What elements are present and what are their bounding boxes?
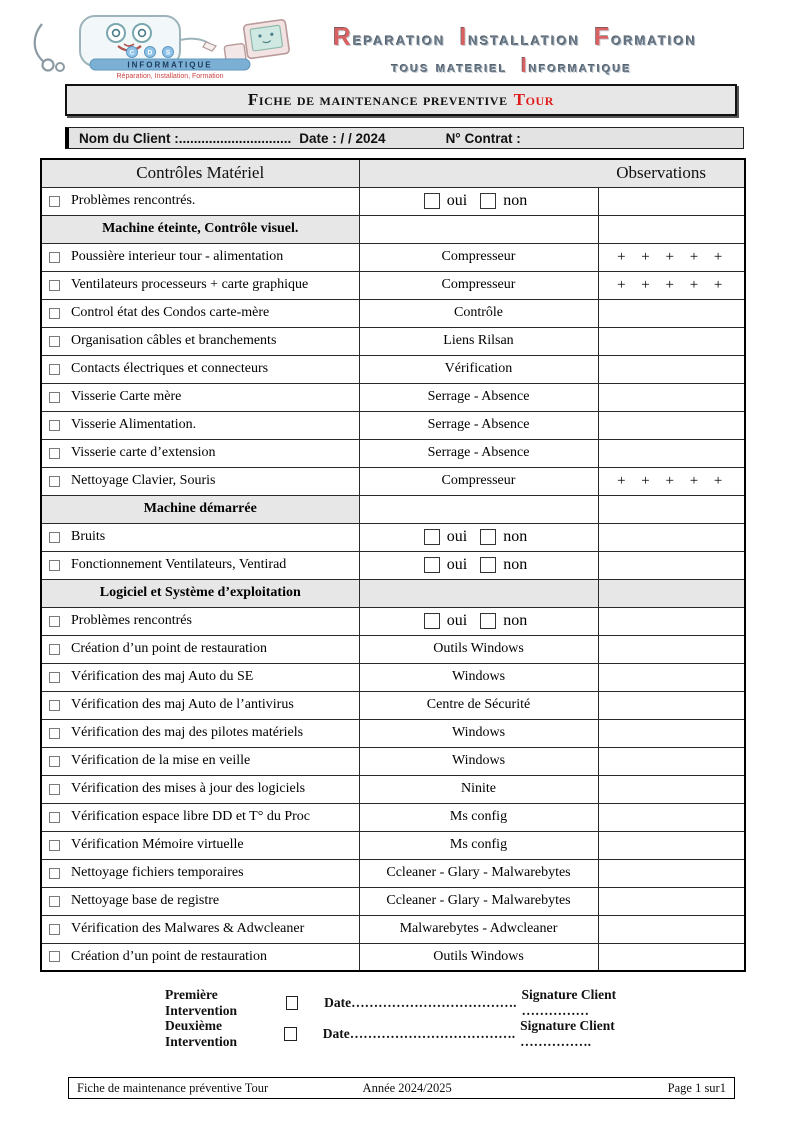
section-row [41,215,745,243]
item-checkbox[interactable] [49,532,60,543]
item-label: Vérification des maj des pilotes matériels [71,725,304,740]
item-checkbox[interactable] [49,672,60,683]
method-cell: Ninite [359,775,598,803]
logo-cds-initials [127,47,174,58]
second-intervention-checkbox[interactable] [284,1027,296,1041]
no-label: non [503,192,528,209]
item-label: Problèmes rencontrés [71,613,192,628]
logo-ribbon-text: INFORMATIQUE [127,60,213,70]
method-cell: Malwarebytes - Adwcleaner [359,915,598,943]
empty-cell [359,579,598,607]
logo-initial-s: S [165,49,171,57]
yes-no-group [360,192,598,210]
item-checkbox[interactable] [49,392,60,403]
yes-label: oui [446,556,468,573]
item-checkbox[interactable] [49,364,60,375]
no-checkbox[interactable] [480,557,496,573]
yes-no-group [360,612,598,630]
brand-word: Installation [459,24,581,51]
method-cell: Windows [359,747,598,775]
yes-checkbox[interactable] [424,557,440,573]
first-intervention-signature-line: Signature Client …………… [521,987,617,1018]
observation-cell [598,915,745,943]
observation-cell [598,887,745,915]
item-checkbox[interactable] [49,868,60,879]
item-checkbox[interactable] [49,951,60,962]
logo-mascot-icon [28,12,293,82]
observation-cell [598,383,745,411]
logo-initial-c: C [129,49,135,57]
observation-cell: + + + + + [598,243,745,271]
client-name-label: Nom du Client :.............................. [79,130,292,146]
method-cell: Outils Windows [359,943,598,971]
brand-word: Reparation [332,24,446,51]
second-intervention-row [165,1018,665,1049]
checklist-row [41,299,745,327]
method-cell: Compresseur [359,271,598,299]
checklist-row [41,439,745,467]
company-logo [28,12,293,82]
yes-no-group [360,528,598,546]
brand-word: Informatique [520,54,632,77]
item-checkbox[interactable] [49,756,60,767]
no-label: non [503,556,528,573]
item-label: Control état des Condos carte-mère [71,305,270,320]
method-cell: Ms config [359,803,598,831]
observation-cell [598,327,745,355]
yes-checkbox[interactable] [424,613,440,629]
column-header-controls: Contrôles Matériel [41,159,359,187]
document-title [65,84,737,116]
empty-cell [598,579,745,607]
checklist-row [41,411,745,439]
checklist-row [41,187,745,215]
table-header-row [41,159,745,187]
item-label: Vérification des Malwares & Adwcleaner [71,921,305,936]
item-checkbox[interactable] [49,924,60,935]
second-intervention-signature-line: Signature Client ……………. [520,1018,615,1049]
item-checkbox[interactable] [49,616,60,627]
observation-cell [598,775,745,803]
item-label: Création d’un point de restauration [71,641,267,656]
item-checkbox[interactable] [49,644,60,655]
footer-document-name: Fiche de maintenance préventive Tour [77,1080,269,1095]
maintenance-checklist-table [40,158,746,972]
logo-initial-d: D [147,49,153,57]
item-checkbox[interactable] [49,420,60,431]
observation-cell [598,523,745,551]
method-cell: Vérification [359,355,598,383]
item-checkbox[interactable] [49,840,60,851]
method-cell: Outils Windows [359,635,598,663]
document-title-text: Fiche de maintenance preventive [247,90,508,109]
section-title: Machine démarrée [41,495,359,523]
observation-cell [598,355,745,383]
checklist-row [41,383,745,411]
item-label: Visserie Alimentation. [71,417,197,432]
brand-line2-prefix: tous materiel [391,59,514,76]
column-header-observations: Observations [359,159,745,187]
checklist-row [41,719,745,747]
checklist-row [41,691,745,719]
section-title: Machine éteinte, Contrôle visuel. [41,215,359,243]
empty-cell [598,215,745,243]
document-title-highlight: Tour [513,90,555,109]
observation-cell: + + + + + [598,271,745,299]
yes-checkbox[interactable] [424,193,440,209]
method-cell: Contrôle [359,299,598,327]
brand-line-2 [305,54,725,78]
checklist-row [41,803,745,831]
method-cell: Serrage - Absence [359,439,598,467]
item-checkbox[interactable] [49,196,60,207]
section-title: Logiciel et Système d’exploitation [41,579,359,607]
item-checkbox[interactable] [49,728,60,739]
item-label: Vérification de la mise en veille [71,753,251,768]
second-intervention-date-line: Date………………………………. [322,1026,516,1041]
method-cell: Liens Rilsan [359,327,598,355]
client-info-bar [65,127,744,149]
method-cell: Compresseur [359,467,598,495]
item-checkbox[interactable] [49,700,60,711]
method-cell: Centre de Sécurité [359,691,598,719]
observation-cell [598,831,745,859]
item-label: Nettoyage Clavier, Souris [71,473,216,488]
checklist-row [41,915,745,943]
second-intervention-label: Deuxième Intervention [165,1018,237,1049]
no-checkbox[interactable] [480,193,496,209]
item-label: Création d’un point de restauration [71,948,267,964]
method-cell: Serrage - Absence [359,383,598,411]
item-label: Visserie carte d’extension [71,445,216,460]
method-cell: Windows [359,719,598,747]
no-label: non [503,612,528,629]
item-checkbox[interactable] [49,896,60,907]
no-checkbox[interactable] [480,613,496,629]
checklist-row [41,355,745,383]
checklist-row [41,271,745,299]
item-label: Vérification des mises à jour des logiciels [71,781,306,796]
observation-cell [598,299,745,327]
first-intervention-label: Première Intervention [165,987,237,1018]
yes-label: oui [446,528,468,545]
observation-cell [598,663,745,691]
method-cell: Windows [359,663,598,691]
method-cell: Compresseur [359,243,598,271]
yes-label: oui [446,612,468,629]
method-cell: Serrage - Absence [359,411,598,439]
empty-cell [359,495,598,523]
checklist-row [41,775,745,803]
brand-word: Formation [594,24,698,51]
item-label: Nettoyage base de registre [71,893,220,908]
observation-cell [598,187,745,215]
yes-checkbox[interactable] [424,529,440,545]
item-checkbox[interactable] [49,280,60,291]
observation-cell: + + + + + [598,467,745,495]
item-label: Vérification des maj Auto de l’antivirus [71,697,294,712]
item-label: Bruits [71,529,106,544]
first-intervention-row [165,987,665,1018]
item-label: Poussière interieur tour - alimentation [71,249,284,264]
observation-cell [598,439,745,467]
first-intervention-checkbox[interactable] [286,996,298,1010]
method-cell: Ms config [359,831,598,859]
brand-title [305,24,725,78]
checklist-row [41,635,745,663]
first-intervention-date-line: Date………………………………. [324,995,517,1010]
observation-cell [598,635,745,663]
page-footer [68,1077,735,1099]
item-label: Contacts électriques et connecteurs [71,361,269,376]
checklist-row [41,243,745,271]
item-checkbox[interactable] [49,476,60,487]
contract-number-label: N° Contrat : [445,130,521,146]
item-label: Nettoyage fichiers temporaires [71,865,244,880]
checklist-row [41,327,745,355]
date-label: Date : / / 2024 [299,130,386,146]
observation-cell [598,551,745,579]
section-row [41,495,745,523]
yes-no-group [360,556,598,574]
no-checkbox[interactable] [480,529,496,545]
method-cell: Ccleaner - Glary - Malwarebytes [359,859,598,887]
item-label: Fonctionnement Ventilateurs, Ventirad [71,557,287,572]
observation-cell [598,859,745,887]
item-checkbox[interactable] [49,560,60,571]
logo-tagline: Réparation, Installation, Formation [116,73,224,80]
checklist-row [41,663,745,691]
item-label: Ventilateurs processeurs + carte graphique [71,277,309,292]
checklist-row [41,887,745,915]
yes-label: oui [446,192,468,209]
item-label: Organisation câbles et branchements [71,333,277,348]
section-row [41,579,745,607]
observation-cell [598,411,745,439]
checklist-row [41,523,745,551]
empty-cell [598,495,745,523]
observation-cell [598,719,745,747]
checklist-row [41,831,745,859]
checklist-row [41,943,745,971]
empty-cell [359,215,598,243]
observation-cell [598,943,745,971]
item-label: Vérification des maj Auto du SE [71,669,254,684]
checklist-row [41,859,745,887]
checklist-row [41,551,745,579]
brand-line-1 [305,24,725,52]
footer-page-number: Page 1 sur1 [667,1080,726,1095]
item-label: Problèmes rencontrés. [71,193,196,208]
observation-cell [598,747,745,775]
checklist-row [41,607,745,635]
observation-cell [598,691,745,719]
item-label: Vérification espace libre DD et T° du Proc [71,809,310,824]
item-checkbox[interactable] [49,448,60,459]
footer-year: Année 2024/2025 [362,1080,452,1095]
interventions-block [165,987,665,1055]
observation-cell [598,607,745,635]
item-label: Visserie Carte mère [71,389,182,404]
item-checkbox[interactable] [49,812,60,823]
method-cell: Ccleaner - Glary - Malwarebytes [359,887,598,915]
no-label: non [503,528,528,545]
logo-ribbon [90,59,250,70]
observation-cell [598,803,745,831]
checklist-row [41,467,745,495]
item-checkbox[interactable] [49,252,60,263]
item-label: Vérification Mémoire virtuelle [71,837,244,852]
item-checkbox[interactable] [49,308,60,319]
item-checkbox[interactable] [49,336,60,347]
checklist-row [41,747,745,775]
item-checkbox[interactable] [49,784,60,795]
